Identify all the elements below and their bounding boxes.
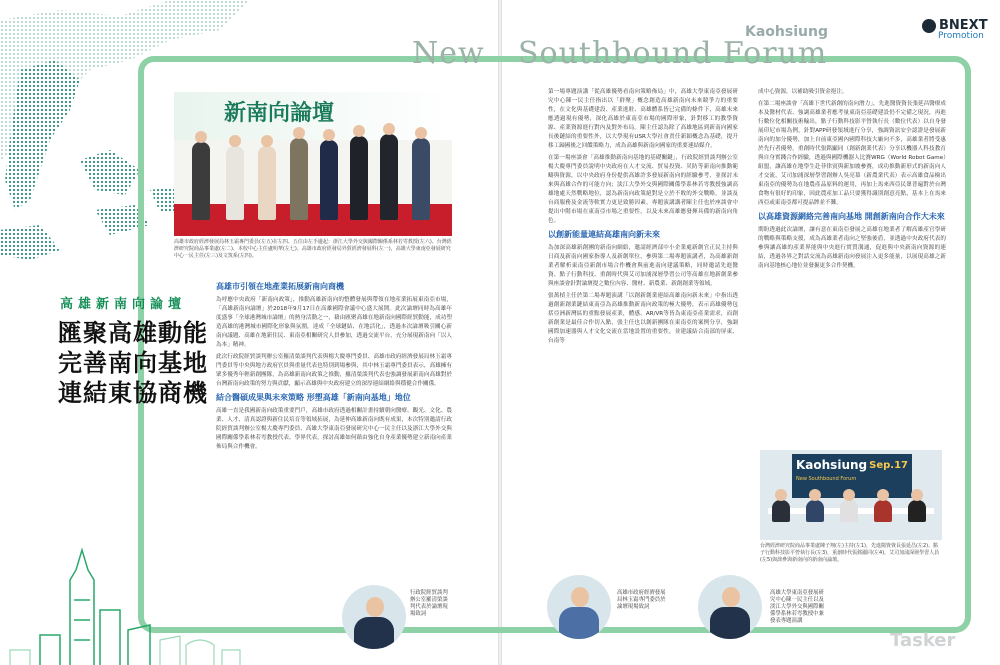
photo-person xyxy=(192,142,210,220)
speaker-caption: 高雄大學東南亞發展研究中心陳一民主任以及淡江大學外交與國際關係學系林若雩教授中兼發表專題演講 xyxy=(770,590,824,624)
paragraph: 在第一場座談會「高雄推動新南向基地的基礎關鍵」，行政院經貿談判辦公室楊大慶專門委員說明中央政府在人才交流、貿易投資、災防等新南向推動範疇與資源，以中央政府身份提供高雄許多發展新南向的經驗參考，並探討未來與高雄合作的可能方向；淡江大學外交與國際關係學系林若雩教授強調高雄地處天然戰略地位，認為新南向政策絕對是立於不敗的外交戰略，並談及台商服務及金流等軟實力更是致勝因素。專題演講講者陳主任也於座談會中提出中階市場在東南亞市場之重要性，以及未來高雄應發揮具備的新南向角色。 xyxy=(548,155,738,224)
paragraph: 為呼應中央政府「新南向政策」，推動高雄新南向的整體發展與帶領在地產業拓展東南亞市場，「高雄新南向論壇」於2018年9月17日在高雄國際會議中心盛大展開。此次論壇同時為高雄年度盛事「全球港灣城市論壇」的熱身活動之一，藉由匯聚高雄在地新南向國際經貿動能，成功塑造高雄的港灣城市國際化形象與氛圍，達成「全球鏈結、在地活化」，透過本次論壇吸引關心新南向議題、高雄在地新住民、東南亞相關研究人員參加，透過交流平台，充分展現新南向「以人為本」精神。 xyxy=(216,297,452,348)
photo-banner-title: 新南向論壇 xyxy=(224,100,335,126)
paragraph: 此次行政院經貿談判辦公室羅清榮談判代表與楊大慶專門委員、高雄市政府經濟發展局林玉霜專門委員等中央與地方政府官員與重量代表也特別到場參與，其中林玉霜專門委員表示，高雄擁有眾多優秀年輕新創團隊，為高雄新南向政策之推動，羅清榮談判代表也強調發展新南向高雄對於台灣新南向政策的努力與貢獻，顯示高雄與中央政府建立的深厚連結網絡與穩健合作關係。 xyxy=(216,354,452,387)
group-photo xyxy=(174,92,452,236)
photo-person xyxy=(772,500,790,522)
paragraph: 期盼透過此次論壇，讓有意在東南亞發展之高雄在地業者了解高雄產官學研的戰略與策略支援，成為高雄業者南向之堅強後盾，並透過中央政府代表的參與讓高雄的產業界能與中央進行實質溝通，促進與中央新南向資源的連結，透過各界之對話交流為高雄新南向發展注入更多能量，以展現高雄之新南向基地核心地位並發掘更多合作契機。 xyxy=(758,227,946,269)
speaker-portrait xyxy=(547,575,611,639)
speaker-portrait xyxy=(698,575,762,639)
photo-person xyxy=(226,146,244,220)
photo-person xyxy=(908,500,926,522)
photo-person xyxy=(874,500,892,522)
paragraph: 成中心資源，以補助吸引資金挹注。 xyxy=(758,89,848,95)
watermark: Tasker xyxy=(890,630,956,651)
section-tag: 高雄新南向論壇 xyxy=(60,297,187,312)
photo-banner xyxy=(174,92,452,140)
subheading: 結合醫碩成果與未來策略 形塑高雄「新南向基地」地位 xyxy=(216,393,411,402)
right-column-2 xyxy=(758,88,946,274)
photo-stage xyxy=(174,204,452,236)
header-southbound-forum: Southbound Forum xyxy=(518,36,828,71)
logo-sub: Promotion xyxy=(938,31,984,41)
forum-screen-title: Kaohsiung xyxy=(796,458,868,472)
forum-screen-date: Sep.17 xyxy=(869,460,908,471)
left-column xyxy=(216,278,452,455)
bnext-logo-icon xyxy=(922,19,936,33)
photo-person xyxy=(350,136,368,220)
title-line: 完善南向基地 xyxy=(58,349,208,377)
right-column-1 xyxy=(548,88,738,349)
paragraph: 第一場專題演講「從高雄優勢看南向策略佈局」中，高雄大學東南亞發展研究中心陳一民主任指出以「群聚」概念創造高雄新南向未來競爭力的重要性，在文化與基礎建設、產業進駐、高雄體系皆已完備的條件下，高雄未來應透過現有優勢，深化高雄於東南亞市場的國際形象，針對移工的教學資源、產業資源進行對內及對外布局。陳主任認為除了高雄地區到新南向國家長後鏈結的重要性外，以大學現有USR大學社會責任新穎概念為基礎，提升移工歸國後之回饋策略力，成為高雄與新南向國家的重要連結媒介。 xyxy=(548,89,738,149)
speaker-caption: 高雄市政府經濟發展局林玉霜專門委員於論壇現場致詞 xyxy=(617,590,666,610)
paragraph: 為加深高雄新創團的新南向網絡，邀請經濟部中小企業處新創官正民主持與日商及新南向國家指導人及新創單位，參與第二場專題演講者，為高雄新創業者解析東南亞新創市場合作機會與前進南向建議策略，同時邀請先進醫資、點子行動科技、重創時代與艾司加浦深層學習公司等高雄在地新創業參與座談會針對論壇提之數位內容、醫材、新農業、新創創業等領域。 xyxy=(548,245,738,287)
photo-person xyxy=(320,140,338,220)
forum-photo-caption: 台灣經濟研究院商品事業處陳子翔(左)主持(左1)，先進醫資資長張延昌(左2)、點子行動科技影平營執行長(左3)，重創時代張銘顯同(左4)，艾司加浦深層學習人員(左5)與談參與新南向的新南向論壇。 xyxy=(760,543,940,563)
photo-person xyxy=(806,500,824,522)
forum-panel-photo xyxy=(760,450,942,540)
subheading: 以創新能量連結高雄南向新未來 xyxy=(548,230,660,239)
bnext-logo xyxy=(922,18,988,41)
photo-person xyxy=(412,138,430,220)
paragraph: 高雄一直是我國新南向政策重要門戶，高雄市政府透過相關計畫持續朝向醫療、觀光、文化、農業、人才、清真認證與新住民培育等領域拓展，為延伸高雄新南向既有成果，本次特別邀請行政院經貿談判辦公室楊大慶專門委員、高雄大學東南亞發展研究中心一民主任以及浙江大學外交與國際關係學系林若雩教授代表、學界代表，探討高雄如何藉由強化自身產業優勢建立新南向產業佈局與合作機會。 xyxy=(216,408,452,450)
logo-name: BNEXT xyxy=(939,18,988,33)
photo-person xyxy=(840,500,858,522)
paragraph: 張萬楨主任於第二場專題演講「以創新創業連結高雄南向新未來」中指出透過創新創業鏈結東南亞為高雄推動新南向政策的極大優勢，表示高雄優勢包括亞洲新灣區的重點發展產業，體感、AR/VR等皆為東南亞產業需求，而創新創業是最佳合作切入點，張主任也以創新團隊在東南亞的案例分享，強調國際加速器與人才文化交流在當地設置的重要性，並建議結合南部的屏東、台南等 xyxy=(548,293,738,344)
photo-person xyxy=(290,138,308,220)
title-line: 連結東協商機 xyxy=(58,379,208,407)
speaker-caption: 行政院經貿談判辦公室羅清榮談判代表於論壇現場致詞 xyxy=(410,590,448,617)
forum-screen-sub: New Southbound Forum xyxy=(796,476,857,482)
photo-person xyxy=(258,146,276,220)
main-photo-caption: 高雄市政府經濟發展局林玉霜專門委員(左五)在左四、五位由左手邊起：浙江大學外交與國際關係系林若雩教授(左六)、台灣經濟研究院商品事業處(左二)、本校中心主任盧明華(左七)、高雄市政府經發局外貿經濟發展科(左一)，高雄大學東南亞發展研究中心一民主任(左三)及文筑系(左四)。 xyxy=(174,239,452,259)
title-line: 匯聚高雄動能 xyxy=(58,319,208,347)
city-skyline-graphic xyxy=(0,540,360,665)
article-title xyxy=(58,318,208,408)
header-new: New xyxy=(412,36,485,71)
paragraph: 在第二場座談會「高雄下世代新創的南向潛力」，先進醫資資長張延昌醫療成本及醫材代表、強調高雄業者應考量東南亞基礎建設仍不完備之現況，再進行數位化相關技術輸出，點子行動科技影平營執行長（數位代表）以自身發展印尼市場為例，針對APP研發領域進行分享，強調資訊安全認證是發展新南向的加分優勢，加上自前東亞國內國際科技大廠向不多，高雄業者將受惠於先行者優勢，重創時代張銘顯同（創新創業代表）分享以機器人科技教育與自身實踐合作經驗，透過與國際機器人比賽WRG（World Robot Game）組盟，讓高雄在地學生赴菲律賓與新加坡參賽，成功推動新形式的新南向人才交流，艾司加浦深層學習創辦人吳亮慕（新農業代表）表示高雄食品檢出東南亞的優勢為在地農產品原料的運用，再加上馬來西亞民眾普遍對於台灣食物有很好的印象，因此農產加工品只要獲得識別創意亮點，基本上在馬來西亞或東南亞都可提品牌並不難。 xyxy=(758,101,946,206)
header-kaohsiung: Kaohsiung xyxy=(745,24,828,40)
photo-person xyxy=(380,134,398,220)
subheading: 高雄市引領在地產業拓展新南向商機 xyxy=(216,282,344,291)
subheading: 以高雄資源網絡完善南向基地 開創新南向合作大未來 xyxy=(758,212,945,221)
